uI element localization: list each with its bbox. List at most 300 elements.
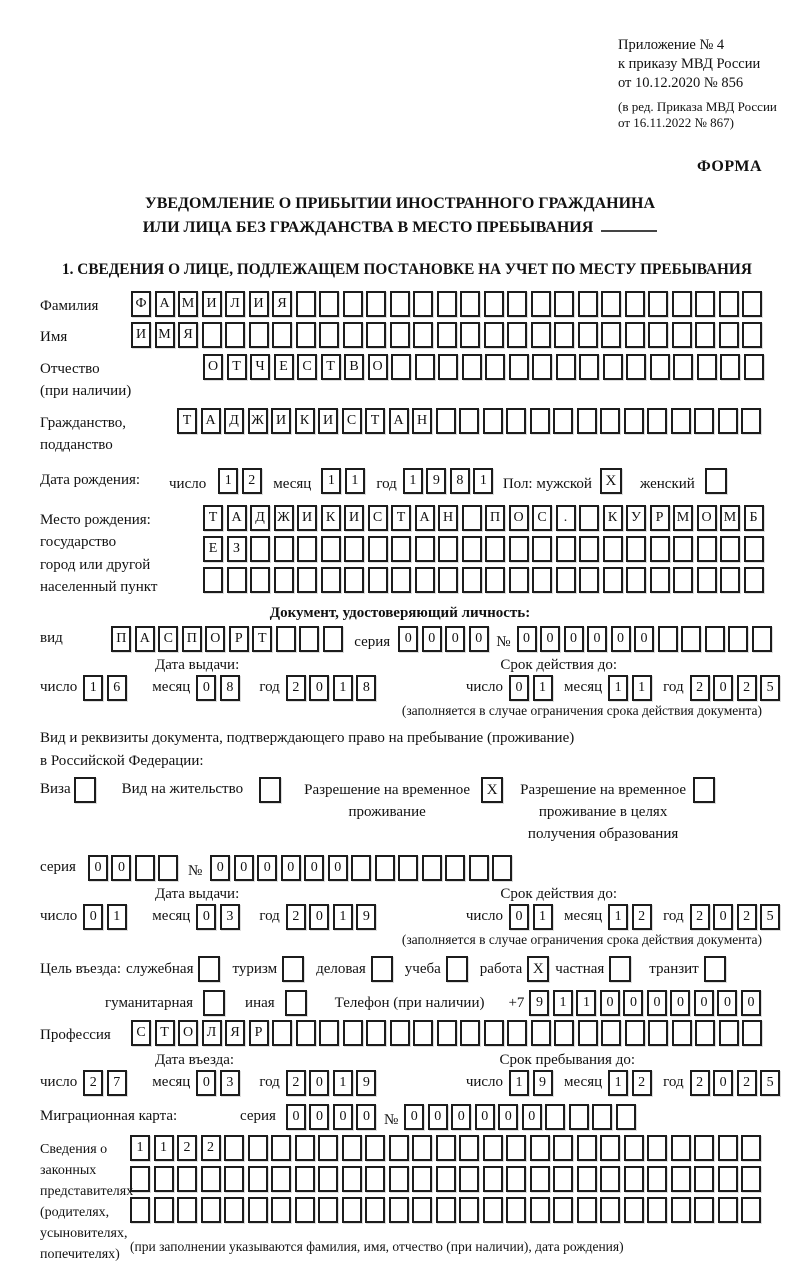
form-cell[interactable]	[297, 567, 317, 593]
form-cell[interactable]: 2	[737, 675, 757, 701]
form-cell[interactable]	[647, 408, 667, 434]
form-cell[interactable]	[744, 354, 764, 380]
form-cell[interactable]: 0	[475, 1104, 495, 1130]
form-cell[interactable]	[531, 322, 551, 348]
form-cell[interactable]: 0	[713, 904, 733, 930]
form-cell[interactable]	[673, 536, 693, 562]
form-cell[interactable]	[556, 567, 576, 593]
form-cell[interactable]: 0	[445, 626, 465, 652]
form-cell[interactable]: 0	[309, 1070, 329, 1096]
form-cell[interactable]	[224, 1197, 244, 1223]
form-cell[interactable]: 0	[517, 626, 537, 652]
form-cell[interactable]: 1	[632, 675, 652, 701]
form-cell[interactable]	[368, 567, 388, 593]
form-cell[interactable]: 0	[257, 855, 277, 881]
form-cell[interactable]: 7	[107, 1070, 127, 1096]
form-cell[interactable]: 1	[608, 1070, 628, 1096]
form-cell[interactable]: 0	[428, 1104, 448, 1130]
form-cell[interactable]	[556, 354, 576, 380]
form-cell[interactable]	[483, 1135, 503, 1161]
form-cell[interactable]	[342, 1135, 362, 1161]
form-cell[interactable]: Т	[155, 1020, 175, 1046]
form-cell[interactable]	[398, 855, 418, 881]
form-cell[interactable]	[697, 354, 717, 380]
form-cell[interactable]: 3	[220, 1070, 240, 1096]
form-cell[interactable]	[694, 1166, 714, 1192]
form-cell[interactable]: 0	[647, 990, 667, 1016]
form-cell[interactable]	[271, 1166, 291, 1192]
form-cell[interactable]	[321, 567, 341, 593]
form-cell[interactable]	[203, 567, 223, 593]
form-cell[interactable]	[389, 1166, 409, 1192]
form-cell[interactable]	[422, 855, 442, 881]
form-cell[interactable]: 1	[608, 675, 628, 701]
form-cell[interactable]: А	[135, 626, 155, 652]
form-cell[interactable]: 0	[309, 1104, 329, 1130]
form-cell[interactable]	[459, 1135, 479, 1161]
form-cell[interactable]	[295, 1166, 315, 1192]
form-cell[interactable]	[412, 1135, 432, 1161]
form-cell[interactable]: Т	[177, 408, 197, 434]
form-cell[interactable]	[545, 1104, 565, 1130]
form-cell[interactable]: 9	[356, 904, 376, 930]
form-cell[interactable]: 0	[587, 626, 607, 652]
form-cell[interactable]	[318, 1135, 338, 1161]
form-cell[interactable]	[530, 408, 550, 434]
form-cell[interactable]: 9	[426, 468, 446, 494]
form-cell[interactable]	[177, 1197, 197, 1223]
form-cell[interactable]	[272, 1020, 292, 1046]
form-cell[interactable]	[250, 567, 270, 593]
form-cell[interactable]: Ж	[248, 408, 268, 434]
form-cell[interactable]: 0	[717, 990, 737, 1016]
form-cell[interactable]	[648, 1020, 668, 1046]
form-cell[interactable]: А	[155, 291, 175, 317]
form-cell[interactable]	[224, 1135, 244, 1161]
form-cell[interactable]	[485, 567, 505, 593]
form-cell[interactable]	[694, 1135, 714, 1161]
form-cell[interactable]: В	[344, 354, 364, 380]
form-cell[interactable]: С	[368, 505, 388, 531]
form-cell[interactable]: И	[131, 322, 151, 348]
form-cell[interactable]: 2	[690, 1070, 710, 1096]
form-cell[interactable]	[578, 1020, 598, 1046]
form-cell[interactable]: 1	[509, 1070, 529, 1096]
form-cell[interactable]: 3	[220, 904, 240, 930]
form-cell[interactable]: Т	[227, 354, 247, 380]
form-cell[interactable]: 2	[286, 1070, 306, 1096]
form-cell[interactable]: 0	[196, 904, 216, 930]
form-cell[interactable]: 5	[760, 1070, 780, 1096]
form-cell[interactable]: 0	[196, 1070, 216, 1096]
form-cell[interactable]: 0	[304, 855, 324, 881]
purpose-private-checkbox[interactable]	[609, 956, 631, 982]
form-cell[interactable]	[276, 626, 296, 652]
form-cell[interactable]: 1	[333, 904, 353, 930]
form-cell[interactable]	[154, 1166, 174, 1192]
form-cell[interactable]	[391, 536, 411, 562]
form-cell[interactable]: 0	[540, 626, 560, 652]
form-cell[interactable]	[343, 322, 363, 348]
form-cell[interactable]	[436, 408, 456, 434]
form-cell[interactable]	[553, 408, 573, 434]
form-cell[interactable]: Т	[391, 505, 411, 531]
form-cell[interactable]	[626, 567, 646, 593]
form-cell[interactable]: 2	[83, 1070, 103, 1096]
form-cell[interactable]	[578, 322, 598, 348]
form-cell[interactable]: 8	[356, 675, 376, 701]
form-cell[interactable]: 2	[286, 675, 306, 701]
form-cell[interactable]: К	[295, 408, 315, 434]
form-cell[interactable]	[752, 626, 772, 652]
form-cell[interactable]: 6	[107, 675, 127, 701]
form-cell[interactable]	[719, 1020, 739, 1046]
form-cell[interactable]	[626, 354, 646, 380]
form-cell[interactable]	[248, 1135, 268, 1161]
form-cell[interactable]	[365, 1197, 385, 1223]
form-cell[interactable]: 0	[634, 626, 654, 652]
form-cell[interactable]	[695, 1020, 715, 1046]
form-cell[interactable]	[297, 536, 317, 562]
form-cell[interactable]: 2	[242, 468, 262, 494]
form-cell[interactable]: 0	[286, 1104, 306, 1130]
form-cell[interactable]	[531, 291, 551, 317]
form-cell[interactable]: Л	[202, 1020, 222, 1046]
form-cell[interactable]	[681, 626, 701, 652]
form-cell[interactable]	[507, 1020, 527, 1046]
form-cell[interactable]	[531, 1020, 551, 1046]
form-cell[interactable]	[530, 1135, 550, 1161]
form-cell[interactable]	[459, 1166, 479, 1192]
form-cell[interactable]	[295, 1135, 315, 1161]
form-cell[interactable]	[532, 567, 552, 593]
form-cell[interactable]	[483, 408, 503, 434]
form-cell[interactable]	[224, 1166, 244, 1192]
form-cell[interactable]: Ф	[131, 291, 151, 317]
form-cell[interactable]: 0	[328, 855, 348, 881]
form-cell[interactable]: 1	[333, 1070, 353, 1096]
form-cell[interactable]: Е	[203, 536, 223, 562]
form-cell[interactable]	[271, 1135, 291, 1161]
form-cell[interactable]	[601, 291, 621, 317]
form-cell[interactable]	[718, 1135, 738, 1161]
form-cell[interactable]	[154, 1197, 174, 1223]
form-cell[interactable]: 0	[509, 904, 529, 930]
form-cell[interactable]: 1	[218, 468, 238, 494]
form-cell[interactable]: 2	[201, 1135, 221, 1161]
form-cell[interactable]	[459, 408, 479, 434]
form-cell[interactable]	[412, 1197, 432, 1223]
form-cell[interactable]	[741, 1166, 761, 1192]
form-cell[interactable]	[319, 322, 339, 348]
form-cell[interactable]	[697, 567, 717, 593]
form-cell[interactable]: К	[321, 505, 341, 531]
form-cell[interactable]	[673, 354, 693, 380]
form-cell[interactable]: 1	[608, 904, 628, 930]
form-cell[interactable]: 2	[690, 904, 710, 930]
form-cell[interactable]	[436, 1166, 456, 1192]
form-cell[interactable]: 1	[107, 904, 127, 930]
form-cell[interactable]	[554, 291, 574, 317]
form-cell[interactable]: 2	[632, 1070, 652, 1096]
form-cell[interactable]	[577, 408, 597, 434]
form-cell[interactable]: 0	[422, 626, 442, 652]
form-cell[interactable]	[415, 567, 435, 593]
form-cell[interactable]: 0	[210, 855, 230, 881]
form-cell[interactable]	[177, 1166, 197, 1192]
purpose-tourism-checkbox[interactable]	[282, 956, 304, 982]
form-cell[interactable]	[249, 322, 269, 348]
form-cell[interactable]	[624, 408, 644, 434]
form-cell[interactable]	[323, 626, 343, 652]
temp-residence-edu-checkbox[interactable]	[693, 777, 715, 803]
form-cell[interactable]	[742, 291, 762, 317]
form-cell[interactable]	[705, 626, 725, 652]
form-cell[interactable]	[319, 291, 339, 317]
form-cell[interactable]	[718, 1166, 738, 1192]
form-cell[interactable]	[391, 567, 411, 593]
form-cell[interactable]	[485, 536, 505, 562]
form-cell[interactable]	[532, 354, 552, 380]
form-cell[interactable]	[507, 322, 527, 348]
form-cell[interactable]	[390, 291, 410, 317]
temp-residence-checkbox[interactable]: X	[481, 777, 503, 803]
form-cell[interactable]: 5	[760, 904, 780, 930]
form-cell[interactable]	[506, 1197, 526, 1223]
form-cell[interactable]: 0	[88, 855, 108, 881]
form-cell[interactable]: Р	[249, 1020, 269, 1046]
form-cell[interactable]	[728, 626, 748, 652]
form-cell[interactable]	[671, 1135, 691, 1161]
form-cell[interactable]	[741, 1135, 761, 1161]
form-cell[interactable]: Я	[178, 322, 198, 348]
form-cell[interactable]	[365, 1166, 385, 1192]
form-cell[interactable]: 0	[564, 626, 584, 652]
form-cell[interactable]	[553, 1166, 573, 1192]
form-cell[interactable]: 2	[737, 904, 757, 930]
form-cell[interactable]: Т	[365, 408, 385, 434]
form-cell[interactable]	[375, 855, 395, 881]
form-cell[interactable]	[671, 1166, 691, 1192]
form-cell[interactable]: 0	[522, 1104, 542, 1130]
form-cell[interactable]: 9	[529, 990, 549, 1016]
form-cell[interactable]: 0	[509, 675, 529, 701]
form-cell[interactable]	[556, 536, 576, 562]
form-cell[interactable]	[601, 1020, 621, 1046]
form-cell[interactable]	[603, 354, 623, 380]
form-cell[interactable]	[672, 322, 692, 348]
form-cell[interactable]	[462, 354, 482, 380]
form-cell[interactable]	[695, 322, 715, 348]
form-cell[interactable]	[530, 1166, 550, 1192]
form-cell[interactable]: 0	[623, 990, 643, 1016]
form-cell[interactable]: 1	[553, 990, 573, 1016]
form-cell[interactable]	[648, 322, 668, 348]
form-cell[interactable]	[530, 1197, 550, 1223]
form-cell[interactable]: И	[344, 505, 364, 531]
form-cell[interactable]: 1	[333, 675, 353, 701]
form-cell[interactable]	[484, 322, 504, 348]
form-cell[interactable]	[647, 1135, 667, 1161]
form-cell[interactable]	[577, 1166, 597, 1192]
form-cell[interactable]: 0	[309, 904, 329, 930]
form-cell[interactable]	[718, 408, 738, 434]
form-cell[interactable]	[130, 1197, 150, 1223]
form-cell[interactable]: 9	[533, 1070, 553, 1096]
form-cell[interactable]	[506, 1166, 526, 1192]
form-cell[interactable]: П	[485, 505, 505, 531]
form-cell[interactable]	[658, 626, 678, 652]
form-cell[interactable]: 0	[713, 1070, 733, 1096]
form-cell[interactable]	[577, 1135, 597, 1161]
form-cell[interactable]	[695, 291, 715, 317]
form-cell[interactable]: 2	[286, 904, 306, 930]
purpose-humanitarian-checkbox[interactable]	[203, 990, 225, 1016]
form-cell[interactable]: 0	[111, 855, 131, 881]
form-cell[interactable]: М	[673, 505, 693, 531]
form-cell[interactable]	[720, 354, 740, 380]
form-cell[interactable]	[342, 1197, 362, 1223]
form-cell[interactable]	[697, 536, 717, 562]
form-cell[interactable]: 2	[177, 1135, 197, 1161]
form-cell[interactable]: О	[697, 505, 717, 531]
form-cell[interactable]	[389, 1197, 409, 1223]
form-cell[interactable]	[532, 536, 552, 562]
form-cell[interactable]	[616, 1104, 636, 1130]
form-cell[interactable]	[650, 536, 670, 562]
form-cell[interactable]	[271, 1197, 291, 1223]
visa-checkbox[interactable]	[74, 777, 96, 803]
form-cell[interactable]: Т	[321, 354, 341, 380]
form-cell[interactable]	[437, 322, 457, 348]
form-cell[interactable]	[462, 505, 482, 531]
form-cell[interactable]	[460, 322, 480, 348]
form-cell[interactable]: 0	[694, 990, 714, 1016]
form-cell[interactable]: З	[227, 536, 247, 562]
form-cell[interactable]	[509, 567, 529, 593]
form-cell[interactable]	[742, 322, 762, 348]
form-cell[interactable]: А	[389, 408, 409, 434]
form-cell[interactable]	[671, 1197, 691, 1223]
form-cell[interactable]	[744, 567, 764, 593]
form-cell[interactable]	[438, 354, 458, 380]
form-cell[interactable]: О	[205, 626, 225, 652]
form-cell[interactable]: И	[318, 408, 338, 434]
form-cell[interactable]	[460, 291, 480, 317]
form-cell[interactable]: И	[297, 505, 317, 531]
form-cell[interactable]: П	[182, 626, 202, 652]
form-cell[interactable]	[647, 1166, 667, 1192]
form-cell[interactable]: У	[626, 505, 646, 531]
form-cell[interactable]	[506, 408, 526, 434]
form-cell[interactable]: И	[202, 291, 222, 317]
form-cell[interactable]	[507, 291, 527, 317]
form-cell[interactable]: Я	[272, 291, 292, 317]
form-cell[interactable]	[624, 1166, 644, 1192]
form-cell[interactable]: О	[178, 1020, 198, 1046]
form-cell[interactable]	[720, 536, 740, 562]
form-cell[interactable]	[413, 1020, 433, 1046]
form-cell[interactable]	[694, 408, 714, 434]
form-cell[interactable]: И	[271, 408, 291, 434]
form-cell[interactable]	[579, 354, 599, 380]
form-cell[interactable]	[624, 1135, 644, 1161]
form-cell[interactable]: Д	[224, 408, 244, 434]
form-cell[interactable]: 0	[356, 1104, 376, 1130]
form-cell[interactable]: Ж	[274, 505, 294, 531]
form-cell[interactable]	[201, 1197, 221, 1223]
form-cell[interactable]	[672, 1020, 692, 1046]
form-cell[interactable]	[412, 1166, 432, 1192]
form-cell[interactable]	[366, 291, 386, 317]
form-cell[interactable]	[624, 1197, 644, 1223]
form-cell[interactable]: Р	[229, 626, 249, 652]
form-cell[interactable]: П	[111, 626, 131, 652]
form-cell[interactable]	[600, 408, 620, 434]
form-cell[interactable]: 0	[398, 626, 418, 652]
form-cell[interactable]: Ч	[250, 354, 270, 380]
form-cell[interactable]	[227, 567, 247, 593]
form-cell[interactable]	[600, 1197, 620, 1223]
form-cell[interactable]	[274, 536, 294, 562]
form-cell[interactable]	[603, 567, 623, 593]
form-cell[interactable]	[445, 855, 465, 881]
form-cell[interactable]: 0	[333, 1104, 353, 1130]
form-cell[interactable]	[579, 536, 599, 562]
form-cell[interactable]: Н	[438, 505, 458, 531]
form-cell[interactable]	[673, 567, 693, 593]
form-cell[interactable]	[437, 291, 457, 317]
form-cell[interactable]	[719, 322, 739, 348]
form-cell[interactable]: 1	[576, 990, 596, 1016]
form-cell[interactable]	[436, 1135, 456, 1161]
form-cell[interactable]	[625, 322, 645, 348]
purpose-commercial-checkbox[interactable]	[371, 956, 393, 982]
form-cell[interactable]	[390, 1020, 410, 1046]
form-cell[interactable]	[650, 354, 670, 380]
form-cell[interactable]	[509, 536, 529, 562]
form-cell[interactable]	[492, 855, 512, 881]
form-cell[interactable]: О	[368, 354, 388, 380]
form-cell[interactable]	[366, 1020, 386, 1046]
purpose-other-checkbox[interactable]	[285, 990, 307, 1016]
form-cell[interactable]: 8	[450, 468, 470, 494]
form-cell[interactable]	[579, 505, 599, 531]
form-cell[interactable]	[344, 567, 364, 593]
form-cell[interactable]: М	[155, 322, 175, 348]
form-cell[interactable]	[578, 291, 598, 317]
form-cell[interactable]	[592, 1104, 612, 1130]
form-cell[interactable]: 1	[533, 904, 553, 930]
form-cell[interactable]: И	[249, 291, 269, 317]
form-cell[interactable]	[368, 536, 388, 562]
form-cell[interactable]: 1	[403, 468, 423, 494]
form-cell[interactable]	[250, 536, 270, 562]
form-cell[interactable]: .	[556, 505, 576, 531]
form-cell[interactable]: 1	[83, 675, 103, 701]
form-cell[interactable]: 2	[690, 675, 710, 701]
form-cell[interactable]	[438, 567, 458, 593]
form-cell[interactable]	[483, 1166, 503, 1192]
form-cell[interactable]	[554, 322, 574, 348]
form-cell[interactable]	[553, 1197, 573, 1223]
form-cell[interactable]: 0	[404, 1104, 424, 1130]
form-cell[interactable]: К	[603, 505, 623, 531]
form-cell[interactable]	[577, 1197, 597, 1223]
form-cell[interactable]: Я	[225, 1020, 245, 1046]
form-cell[interactable]: 0	[600, 990, 620, 1016]
form-cell[interactable]	[485, 354, 505, 380]
